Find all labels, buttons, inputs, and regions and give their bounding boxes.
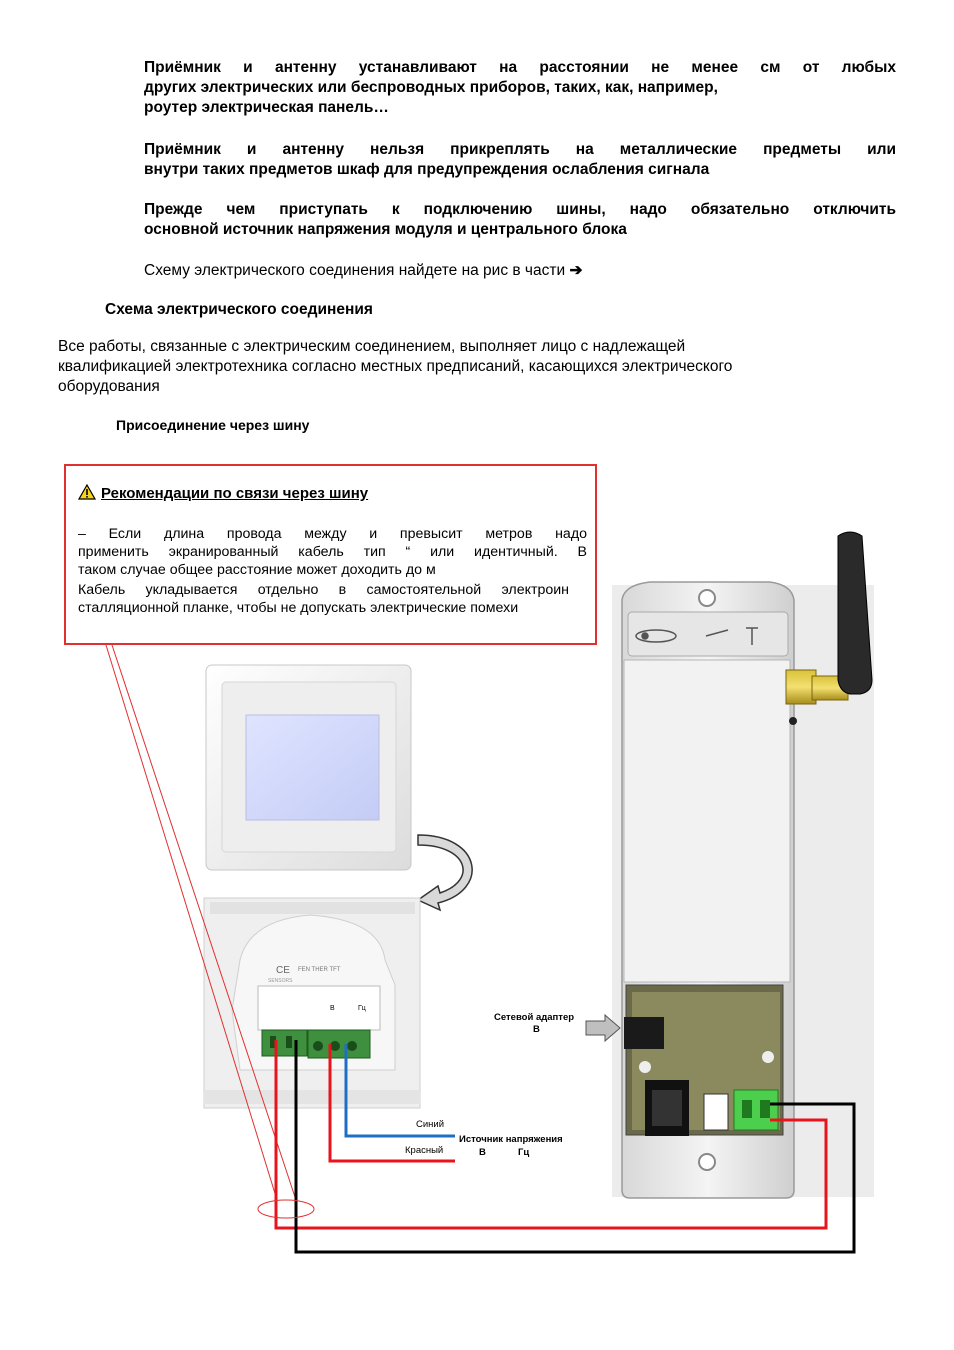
subheading: Присоединение через шину bbox=[116, 417, 310, 433]
warning-line3: таком случае общее расстояние может доходить до м bbox=[78, 562, 436, 578]
power-hz-label: Гц bbox=[518, 1147, 530, 1158]
warning-line5: сталляционной планке, чтобы не допускать электрические помехи bbox=[78, 600, 519, 616]
receiver-module bbox=[612, 582, 874, 1198]
intro-p2-line2: внутри таких предметов шкаф для предупреждения ослабления сигнала bbox=[144, 161, 710, 178]
warning-title-text: Рекомендации по связи через шину bbox=[101, 485, 369, 502]
intro-p3-line1: Прежде чем приступать к подключению шины, надо обязательно отключить bbox=[144, 201, 896, 218]
body-line3: оборудования bbox=[58, 378, 160, 395]
right-arrow-icon: ➔ bbox=[569, 262, 583, 279]
twisted-pair-marker bbox=[258, 1200, 314, 1218]
power-volt-label: В bbox=[479, 1147, 486, 1158]
adapter-label: Сетевой адаптер bbox=[494, 1012, 575, 1023]
body-line1: Все работы, связанные с электрическим соединением, выполняет лицо с надлежащей bbox=[58, 338, 686, 355]
warning-triangle-icon bbox=[78, 484, 96, 500]
terminal-hz-label: Гц bbox=[358, 1005, 366, 1012]
ce-mark: CE bbox=[276, 965, 290, 976]
thermostat-back bbox=[204, 898, 420, 1108]
adapter-unit-label: В bbox=[533, 1024, 540, 1035]
body-line2: квалификацией электротехника согласно местных предписаний, касающихся электрического bbox=[58, 358, 733, 375]
intro-p3-line2: основной источник напряжения модуля и центрального блока bbox=[144, 221, 627, 238]
warning-line2: применить экранированный кабель тип “ или идентичный. В bbox=[78, 544, 587, 560]
warning-line4: Кабель укладывается отдельно в самостоятельной электроин bbox=[78, 582, 569, 598]
power-source-label: Источник напряжения bbox=[459, 1134, 563, 1145]
bus-recommendations-box bbox=[64, 464, 597, 645]
intro-p1-line1: Приёмник и антенну устанавливают на расстоянии не менее см от любых bbox=[144, 59, 896, 76]
warning-title bbox=[78, 484, 368, 502]
wire-blue-label: Синий bbox=[416, 1119, 445, 1130]
warning-line1: – Если длина провода между и превысит метров надо bbox=[78, 526, 587, 542]
intro-p2-line1: Приёмник и антенну нельзя прикреплять на металлические предметы или bbox=[144, 141, 896, 158]
section-heading: Схема электрического соединения bbox=[105, 301, 373, 318]
thermostat-front bbox=[206, 665, 411, 870]
rotate-arrow-icon bbox=[418, 835, 472, 910]
terminal-volt-label: В bbox=[330, 1005, 335, 1012]
intro-p1-line2: других электрических или беспроводных приборов, таких, как, например, bbox=[144, 79, 718, 96]
wire-red-label: Красный bbox=[405, 1145, 444, 1156]
intro-p1-line3: роутер электрическая панель… bbox=[144, 99, 389, 116]
thermostat-model-print: FEN THER TFT bbox=[298, 967, 341, 973]
intro-p4-text: Схему электрического соединения найдете на рис в части bbox=[144, 262, 566, 279]
thermostat-brand-print: SENSORS bbox=[268, 978, 293, 984]
